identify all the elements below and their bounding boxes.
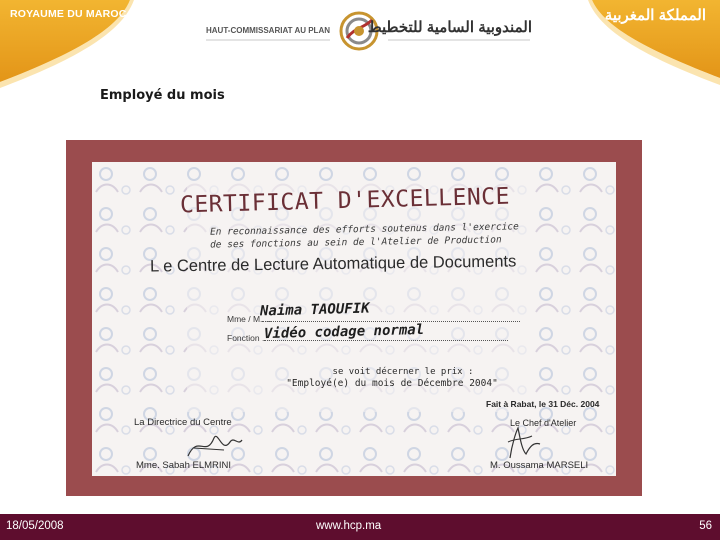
award-title: "Employé(e) du mois de Décembre 2004" bbox=[286, 378, 498, 389]
page-number: 56 bbox=[699, 520, 712, 532]
recipient-function: Vidéo codage normal bbox=[263, 321, 425, 343]
recipient-name-label: Mme / M. ... bbox=[227, 314, 272, 324]
footer-website-link[interactable]: www.hcp.ma bbox=[316, 520, 382, 532]
institution-name-ar: المندوبية السامية للتخطيط bbox=[367, 19, 532, 36]
signer-right-name: M. Oussama MARSELI bbox=[490, 460, 589, 471]
kingdom-name-fr: ROYAUME DU MAROC bbox=[10, 8, 127, 20]
header-banner bbox=[0, 0, 720, 88]
recipient-name: Naima TAOUFIK bbox=[259, 300, 370, 320]
signer-right-title: Le Chef d'Atelier bbox=[510, 418, 577, 428]
certificate-body bbox=[92, 162, 616, 476]
signature-left-icon bbox=[184, 428, 244, 462]
kingdom-name-ar: المملكة المغربية bbox=[604, 7, 706, 24]
certificate-organization: L e Centre de Lecture Automatique de Documents bbox=[149, 252, 517, 276]
place-date: Fait à Rabat, le 31 Déc. 2004 bbox=[486, 399, 600, 409]
signer-left-name: Mme. Sabah ELMRINI bbox=[136, 460, 232, 471]
signer-left-title: La Directrice du Centre bbox=[134, 417, 232, 428]
certificate-title: CERTIFICAT D'EXCELLENCE bbox=[179, 183, 511, 219]
footer-date: 18/05/2008 bbox=[6, 520, 64, 532]
slide-title: Employé du mois bbox=[100, 88, 225, 103]
certificate-frame bbox=[66, 140, 642, 496]
certificate-intro-line-2: de ses fonctions au sein de l'Atelier de Production bbox=[209, 234, 502, 251]
certificate-intro-line-1: En reconnaissance des efforts soutenus dans l'exercice bbox=[209, 221, 519, 238]
award-intro: se voit décerner le prix : bbox=[332, 367, 474, 377]
footer-bar bbox=[0, 514, 720, 540]
institution-name-fr: HAUT-COMMISSARIAT AU PLAN bbox=[206, 26, 330, 35]
signature-right-icon bbox=[504, 424, 544, 462]
recipient-function-label: Fonction ... bbox=[227, 333, 270, 343]
